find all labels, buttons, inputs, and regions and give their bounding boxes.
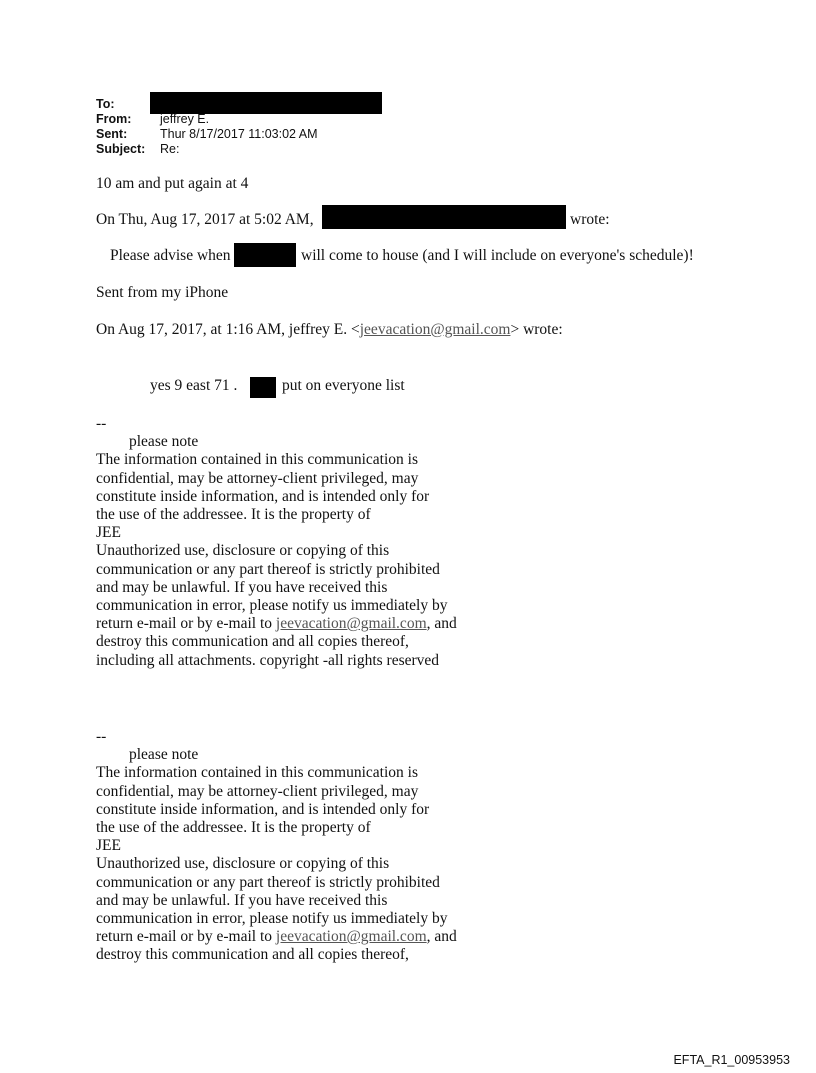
disclaimer-1-email-prefix: return e-mail or by e-mail to bbox=[96, 615, 276, 633]
disclaimer-1-line: the use of the addressee. It is the property of bbox=[96, 506, 371, 524]
quote1-prefix: On Thu, Aug 17, 2017 at 5:02 AM, bbox=[96, 211, 314, 228]
disclaimer-2-line: constitute inside information, and is intended only for bbox=[96, 800, 430, 818]
disclaimer-2-line: the use of the addressee. It is the property of bbox=[96, 819, 371, 837]
disclaimer-1-line: confidential, may be attorney-client privileged, may bbox=[96, 469, 419, 487]
quote2-prefix: On Aug 17, 2017, at 1:16 AM, jeffrey E. < bbox=[96, 321, 360, 338]
yes-suffix: put on everyone list bbox=[282, 377, 405, 394]
disclaimer-1-email-line bbox=[96, 615, 457, 633]
disclaimer-2-line: Unauthorized use, disclosure or copying of this bbox=[96, 855, 390, 873]
disclaimer-1-line: and may be unlawful. If you have received this bbox=[96, 578, 388, 596]
disclaimer-1-dashes: -- bbox=[96, 415, 107, 432]
advise-suffix: will come to house (and I will include on everyone's schedule)! bbox=[301, 247, 694, 264]
subject-label: Subject: bbox=[96, 142, 146, 156]
disclaimer-2-line: JEE bbox=[96, 837, 121, 855]
disclaimer-1-line: JEE bbox=[96, 524, 121, 542]
disclaimer-2 bbox=[96, 728, 457, 965]
disclaimer-1-line: Unauthorized use, disclosure or copying of this bbox=[96, 542, 390, 560]
disclaimer-2-email-line bbox=[96, 928, 457, 946]
from-value: jeffrey E. bbox=[160, 112, 210, 126]
disclaimer-1-line: destroy this communication and all copies thereof, bbox=[96, 633, 409, 651]
advise-prefix: Please advise when bbox=[110, 247, 231, 264]
disclaimer-2-line: The information contained in this communication is bbox=[96, 764, 418, 782]
from-label: From: bbox=[96, 112, 132, 126]
disclaimer-2-line: communication or any part thereof is strictly prohibited bbox=[96, 873, 440, 891]
disclaimer-2-line: confidential, may be attorney-client privileged, may bbox=[96, 782, 419, 800]
disclaimer-1 bbox=[96, 415, 457, 670]
quote2-suffix: > wrote: bbox=[510, 321, 563, 338]
yes-prefix: yes 9 east 71 . bbox=[150, 377, 238, 394]
disclaimer-1-please-note: please note bbox=[129, 433, 199, 451]
disclaimer-1-email-link[interactable]: jeevacation@gmail.com bbox=[275, 615, 427, 633]
disclaimer-1-line: communication or any part thereof is strictly prohibited bbox=[96, 560, 440, 578]
sent-value: Thur 8/17/2017 11:03:02 AM bbox=[160, 127, 318, 141]
reply-line: 10 am and put again at 4 bbox=[96, 175, 249, 192]
disclaimer-2-line: and may be unlawful. If you have received this bbox=[96, 891, 388, 909]
disclaimer-2-email-prefix: return e-mail or by e-mail to bbox=[96, 928, 276, 946]
disclaimer-1-line: constitute inside information, and is intended only for bbox=[96, 487, 430, 505]
redaction-yes-name bbox=[250, 377, 276, 398]
to-label: To: bbox=[96, 97, 115, 111]
disclaimer-1-line: including all attachments. copyright -all rights reserved bbox=[96, 651, 440, 669]
redaction-to bbox=[150, 92, 382, 114]
subject-value: Re: bbox=[160, 142, 180, 156]
disclaimer-1-line: communication in error, please notify us immediately by bbox=[96, 597, 448, 615]
sent-label: Sent: bbox=[96, 127, 128, 141]
redaction-quote1-sender bbox=[322, 205, 566, 229]
disclaimer-2-email-link[interactable]: jeevacation@gmail.com bbox=[275, 928, 427, 946]
disclaimer-1-email-suffix: , and bbox=[426, 615, 457, 633]
disclaimer-2-email-suffix: , and bbox=[426, 928, 457, 946]
disclaimer-2-dashes: -- bbox=[96, 728, 107, 745]
quote2-line bbox=[96, 321, 563, 339]
quote1-suffix: wrote: bbox=[570, 211, 610, 228]
redaction-advise-name bbox=[234, 243, 296, 267]
disclaimer-2-please-note: please note bbox=[129, 746, 199, 764]
disclaimer-2-line: communication in error, please notify us immediately by bbox=[96, 910, 448, 928]
disclaimer-2-line: destroy this communication and all copies thereof, bbox=[96, 946, 409, 964]
quote2-email-link[interactable]: jeevacation@gmail.com bbox=[359, 321, 511, 338]
bates-number: EFTA_R1_00953953 bbox=[673, 1053, 790, 1067]
sent-from-line: Sent from my iPhone bbox=[96, 284, 229, 301]
disclaimer-1-line: The information contained in this communication is bbox=[96, 451, 418, 469]
